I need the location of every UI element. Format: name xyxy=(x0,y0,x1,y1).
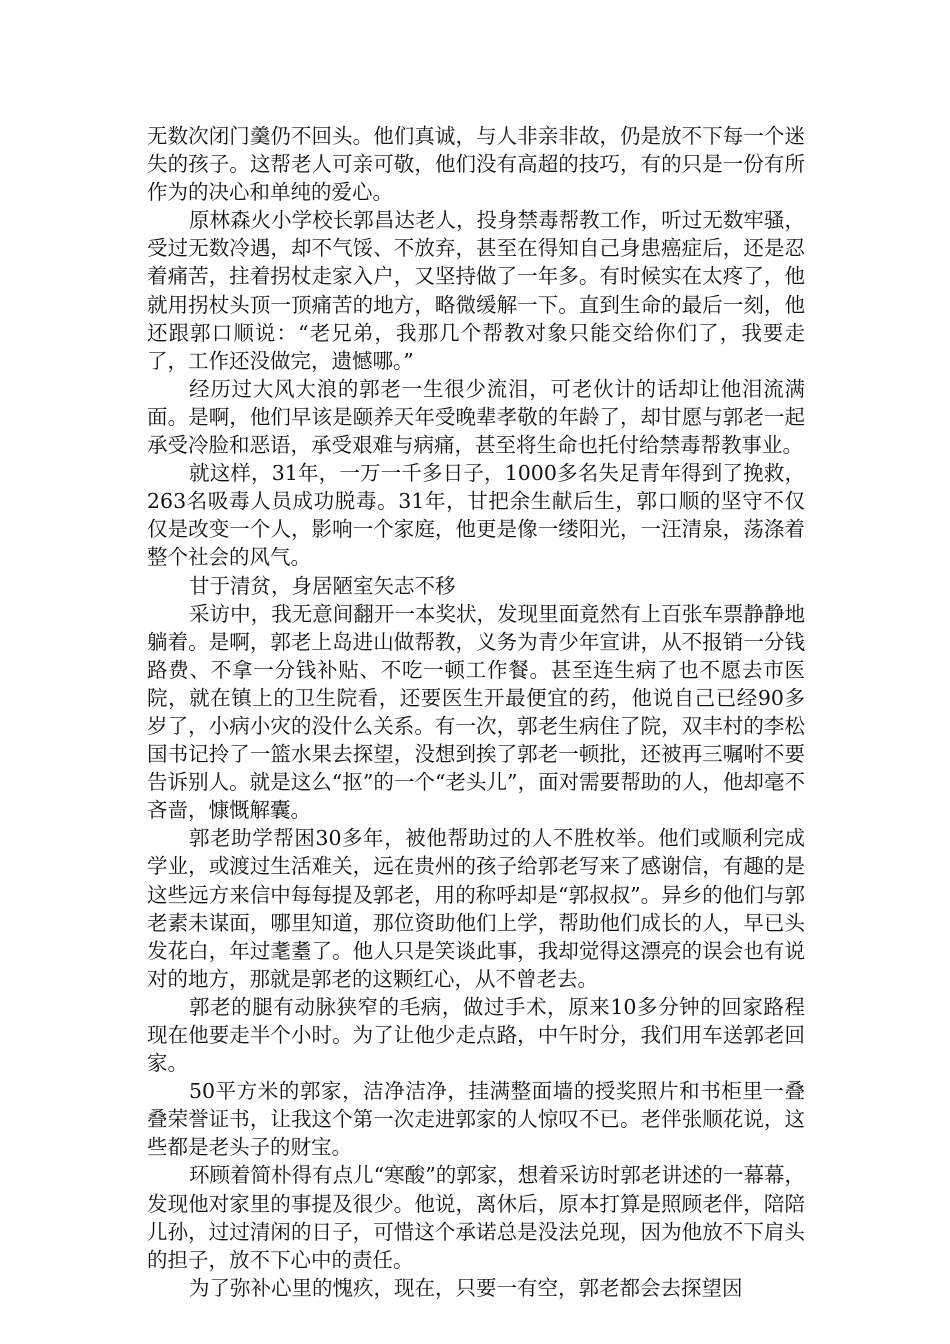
paragraph: 无数次闭门羹仍不回头。他们真诚，与人非亲非故，仍是放不下每一个迷失的孩子。这帮老人可亲可敬，他们没有高超的技巧，有的只是一份有所作为的决心和单纯的爱心。 xyxy=(147,124,805,205)
section-heading: 甘于清贫，身居陋室矢志不移 xyxy=(189,573,456,598)
paragraph: 采访中，我无意间翻开一本奖状，发现里面竟然有上百张车票静静地躺着。是啊，郭老上岛进山做帮教，义务为青少年宣讲，从不报销一分钱路费、不拿一分钱补贴、不吃一顿工作餐。甚至连生病了也不愿去市医院，就在镇上的卫生院看，还要医生开最便宜的药，他说自己已经90多岁了，小病小灾的没什么关系。有一次，郭老生病住了院，双丰村的李松国书记拎了一篮水果去探望，没想到挨了郭老一顿批，还被再三嘱咐不要告诉别人。就是这么“抠”的一个“老头儿”，面对需要帮助的人，他却毫不吝啬，慷慨解囊。 xyxy=(147,601,805,823)
paragraph: 郭老的腿有动脉狭窄的毛病，做过手术，原来10多分钟的回家路程现在他要走半个小时。为了让他少走点路，中午时分，我们用车送郭老回家。 xyxy=(147,994,805,1076)
paragraph: 环顾着简朴得有点儿“寒酸”的郭家，想着采访时郭老讲述的一幕幕，发现他对家里的事提及很少。他说，离休后，原本打算是照顾老伴，陪陪儿孙，过过清闲的日子，可惜这个承诺总是没法兑现，因为他放不下肩头的担子，放不下心中的责任。 xyxy=(147,1163,805,1272)
paragraph: 就这样，31年，一万一千多日子，1000多名失足青年得到了挽救，263名吸毒人员成功脱毒。31年，甘把余生献后生，郭口顺的坚守不仅仅是改变一个人，影响一个家庭，他更是像一缕阳光，一汪清泉，荡涤着整个社会的风气。 xyxy=(147,461,805,570)
paragraph: 50平方米的郭家，洁净洁净，挂满整面墙的授奖照片和书柜里一叠叠荣誉证书，让我这个第一次走进郭家的人惊叹不已。老伴张顺花说，这些都是老头子的财宝。 xyxy=(147,1079,805,1160)
article-body xyxy=(147,122,805,1302)
paragraph: 经历过大风大浪的郭老一生很少流泪，可老伙计的话却让他泪流满面。是啊，他们早该是颐养天年受晚辈孝敬的年龄了，却甘愿与郭老一起承受冷脸和恶语，承受艰难与病痛，甚至将生命也托付给禁毒帮教事业。 xyxy=(147,376,805,458)
paragraph: 为了弥补心里的愧疚，现在，只要一有空，郭老都会去探望因 xyxy=(189,1275,743,1300)
paragraph: 郭老助学帮困30多年，被他帮助过的人不胜枚举。他们或顺利完成学业，或渡过生活难关，远在贵州的孩子给郭老写来了感谢信，有趣的是这些远方来信中每每提及郭老，用的称呼却是“郭叔叔”。异乡的他们与郭老素未谋面，哪里知道，那位资助他们上学，帮助他们成长的人，早已头发花白，年过耄耋了。他人只是笑谈此事，我却觉得这漂亮的误会也有说对的地方，那就是郭老的这颗红心，从不曾老去。 xyxy=(147,826,805,991)
paragraph: 原林森火小学校长郭昌达老人，投身禁毒帮教工作，听过无数牢骚，受过无数冷遇，却不气馁、不放弃，甚至在得知自己身患癌症后，还是忍着痛苦，拄着拐杖走家入户，又坚持做了一年多。有时候实在太疼了，他就用拐杖头顶一顶痛苦的地方，略微缓解一下。直到生命的最后一刻，他还跟郭口顺说：“老兄弟，我那几个帮教对象只能交给你们了，我要走了，工作还没做完，遗憾哪。” xyxy=(147,208,805,373)
